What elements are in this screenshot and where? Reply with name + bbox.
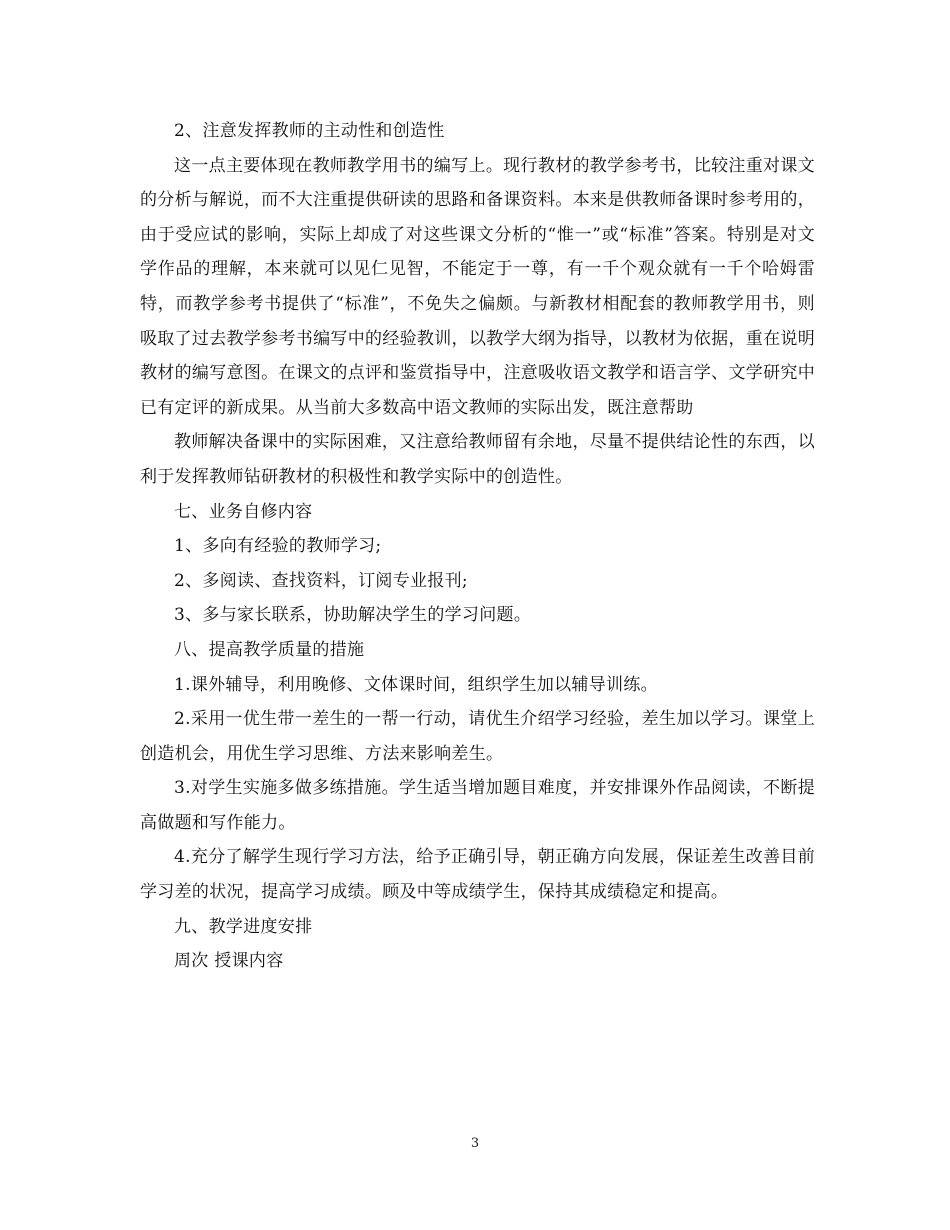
document-body — [140, 114, 815, 979]
list-item: 1.课外辅导，利用晚修、文体课时间，组织学生加以辅导训练。 — [174, 674, 658, 695]
section-heading-9: 九、教学进度安排 — [174, 916, 313, 937]
page-number: 3 — [470, 1136, 480, 1151]
list-item: 4.充分了解学生现行学习方法，给予正确引导，朝正确方向发展，保证差生改善目前学习差的状况，提高学习成绩。顾及中等成绩学生，保持其成绩稳定和提高。 — [140, 847, 815, 903]
list-item: 3、多与家长联系，协助解决学生的学习问题。 — [174, 605, 532, 626]
list-item: 2.采用一优生带一差生的一帮一行动，请优生介绍学习经验，差生加以学习。课堂上创造机会，用优生学习思维、方法来影响差生。 — [140, 709, 815, 764]
list-item: 3.对学生实施多做多练措施。学生适当增加题目难度，并安排课外作品阅读，不断提高做题和写作能力。 — [140, 778, 815, 833]
section-heading-7: 七、业务自修内容 — [174, 501, 313, 522]
body-paragraph: 这一点主要体现在教师教学用书的编写上。现行教材的教学参考书，比较注重对课文的分析与解说，而不大注重提供研读的思路和备课资料。本来是供教师备课时参考用的，由于受应试的影响，实际上却成了对这些课文分析的“惟一”或“标准”答案。特别是对文学作品的理解，本来就可以见仁见智，不能定于一尊，有一千个观众就有一千个哈姆雷特，而教学参考书提供了“标准”，不免失之偏颇。与新教材相配套的教师教学用书，则吸取了过去教学参考书编写中的经验教训，以教学大纲为指导，以教材为依据，重在说明教材的编写意图。在课文的点评和鉴赏指导中，注意吸收语文教学和语言学、文学研究中已有定评的新成果。从当前大多数高中语文教师的实际出发，既注意帮助 — [140, 155, 815, 418]
section-heading-8: 八、提高教学质量的措施 — [174, 639, 365, 660]
section-heading-item-2: 2、注意发挥教师的主动性和创造性 — [174, 121, 445, 141]
list-item: 2、多阅读、查找资料，订阅专业报刊; — [174, 570, 468, 591]
schedule-table-header: 周次 授课内容 — [174, 951, 284, 972]
list-item: 1、多向有经验的教师学习; — [174, 536, 382, 557]
body-paragraph: 教师解决备课中的实际困难，又注意给教师留有余地，尽量不提供结论性的东西，以利于发挥教师钻研教材的积极性和教学实际中的创造性。 — [140, 432, 815, 487]
